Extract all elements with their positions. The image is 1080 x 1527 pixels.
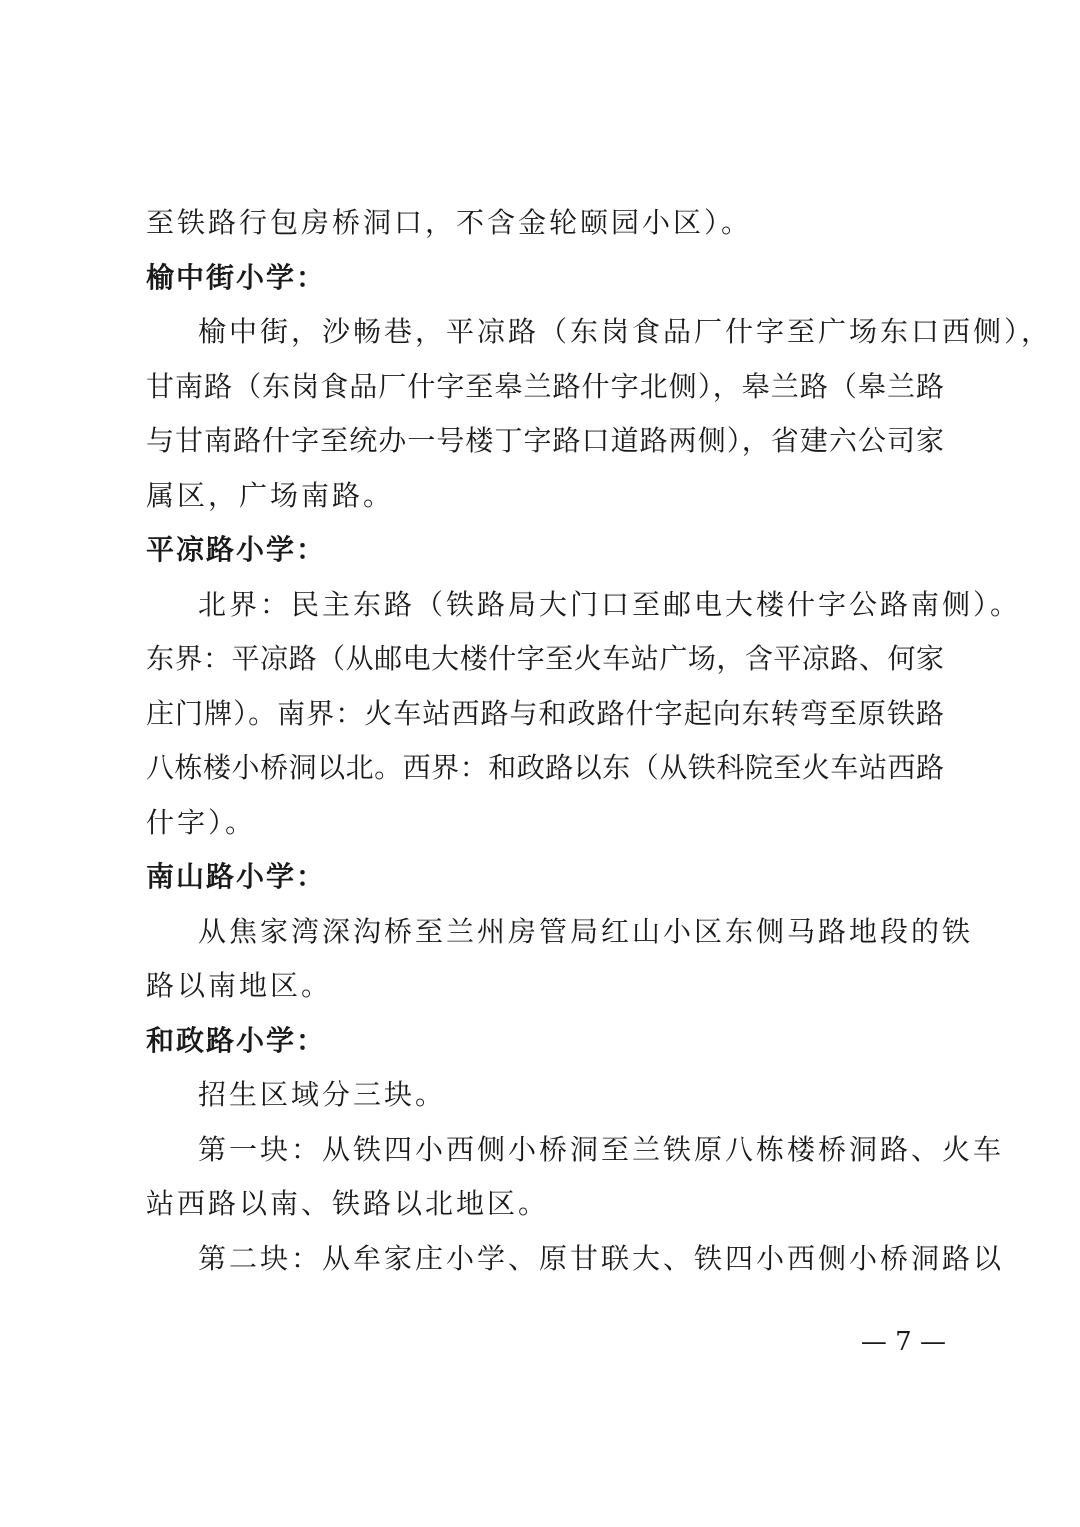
line-8: 北界：民主东路（铁路局大门口至邮电大楼什字公路南侧）。	[198, 587, 1022, 621]
line-11: 八栋楼小桥洞以北。西界：和政路以东（从铁科院至火车站西路	[146, 751, 944, 784]
line-4: 甘南路（东岗食品厂什字至皋兰路什字北侧），皋兰路（皋兰路	[146, 369, 944, 403]
document-body	[146, 196, 1053, 1286]
line-1: 至铁路行包房桥洞口，不含金轮颐园小区）。	[146, 206, 753, 239]
page-number: — 7 —	[860, 1327, 946, 1357]
line-14: 从焦家湾深沟桥至兰州房管局红山小区东侧马路地段的铁	[198, 914, 974, 948]
section-heading-nanshan: 南山路小学：	[146, 860, 327, 893]
line-18: 第一块：从铁四小西侧小桥洞至兰铁原八栋楼桥洞路、火车	[198, 1132, 1005, 1166]
line-6: 属区，广场南路。	[146, 478, 395, 512]
line-3: 榆中街，沙畅巷，平凉路（东岗食品厂什字至广场东口西侧），	[198, 315, 1053, 348]
line-12: 什字）。	[146, 805, 257, 839]
line-5: 与甘南路什字至统办一号楼丁字路口道路两侧），省建六公司家	[146, 424, 944, 457]
line-17: 招生区域分三块。	[198, 1078, 447, 1111]
section-heading-pingliang: 平凉路小学：	[146, 533, 327, 566]
line-9: 东界：平凉路（从邮电大楼什字至火车站广场，含平凉路、何家	[146, 642, 944, 675]
line-10: 庄门牌）。南界：火车站西路与和政路什字起向东转弯至原铁路	[146, 696, 944, 730]
section-heading-hezheng: 和政路小学：	[146, 1023, 327, 1057]
line-15: 路以南地区。	[146, 969, 333, 1002]
section-heading-yuzhongjie: 榆中街小学：	[146, 260, 327, 294]
line-19: 站西路以南、铁路以北地区。	[146, 1187, 550, 1220]
line-20: 第二块：从牟家庄小学、原甘联大、铁四小西侧小桥洞路以	[198, 1241, 1005, 1275]
